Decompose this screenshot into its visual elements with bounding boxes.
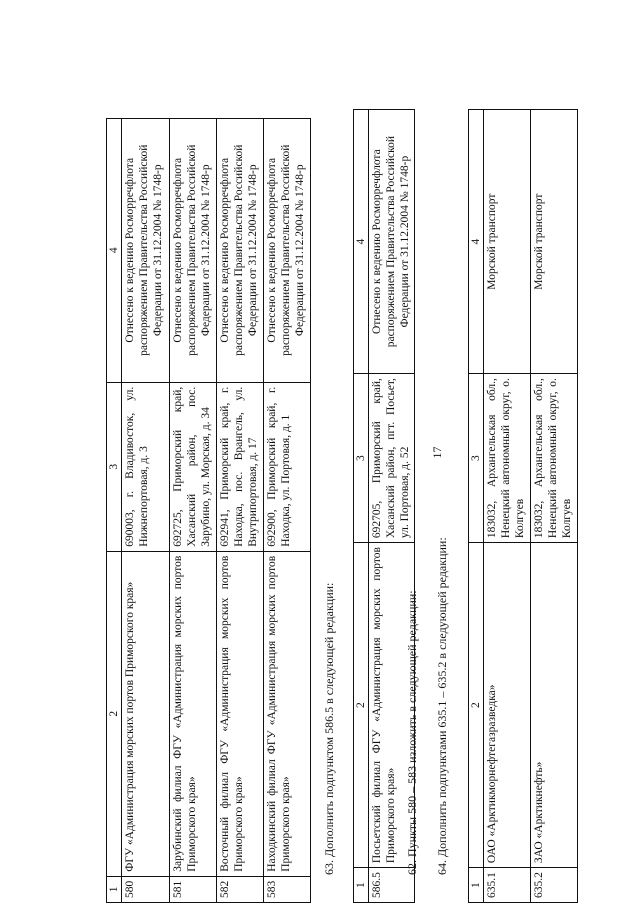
row-number: 586.5 bbox=[369, 868, 415, 903]
row-number: 580 bbox=[122, 876, 170, 902]
jurisdiction-note: Отнесено к ведению Росморречфлота распоряжением Правительства Российской Федерации от 31.12.2004 № 1748-р bbox=[170, 118, 217, 382]
organization-address: 692705, Приморский край, Хасанский район, пгт. Посьет, ул. Портовая, д. 52 bbox=[369, 374, 415, 543]
organization-address: 690003, г. Владивосток, ул. Нижнепортовая, д. 3 bbox=[122, 382, 170, 551]
table-header-row bbox=[469, 110, 484, 903]
column-header-3: 3 bbox=[107, 382, 122, 551]
section-62-heading: 62. Пункты 580 – 583 изложить в следующей редакции: bbox=[405, 590, 419, 875]
column-header-2: 2 bbox=[107, 551, 122, 876]
table-row-635-2 bbox=[531, 110, 578, 903]
jurisdiction-note: Отнесено к ведению Росморречфлота распоряжением Правительства Российской Федерации от 31.12.2004 № 1748-р bbox=[369, 110, 415, 374]
column-header-1: 1 bbox=[107, 876, 122, 902]
organization-name: Восточный филиал ФГУ «Администрация морских портов Приморского края» bbox=[217, 551, 264, 876]
jurisdiction-note: Морской транспорт bbox=[531, 110, 578, 374]
table-row-635-1 bbox=[484, 110, 531, 903]
organization-name: ОАО «Арктикморнефтегазразведка» bbox=[484, 543, 531, 868]
organization-name: Посьетский филиал ФГУ «Администрация морских портов Приморского края» bbox=[369, 543, 415, 868]
row-number: 581 bbox=[170, 876, 217, 902]
organization-name: ЗАО «Арктикнефть» bbox=[531, 543, 578, 868]
row-number: 582 bbox=[217, 876, 264, 902]
jurisdiction-note: Отнесено к ведению Росморречфлота распоряжением Правительства Российской Федерации от 31.12.2004 № 1748-р bbox=[264, 118, 311, 382]
organization-name: ФГУ «Администрация морских портов Приморского края» bbox=[122, 551, 170, 876]
section-64-heading: 64. Дополнить подпунктами 635.1 – 635.2 в следующей редакции: bbox=[435, 537, 449, 875]
organization-address: 692941, Приморский край, г. Находка, пос. Врангель, ул. Внутрипортовая, д. 17 bbox=[217, 382, 264, 551]
jurisdiction-note: Отнесено к ведению Росморречфлота распоряжением Правительства Российской Федерации от 31.12.2004 № 1748-р bbox=[122, 118, 170, 382]
row-number: 635.2 bbox=[531, 868, 578, 903]
section-63-heading: 63. Дополнить подпунктом 586.5 в следующей редакции: bbox=[322, 582, 336, 875]
row-number: 635.1 bbox=[484, 868, 531, 903]
table-row-582 bbox=[217, 118, 264, 902]
table-row-581 bbox=[170, 118, 217, 902]
organization-address: 183032, Архангельская обл., Ненецкий автономный округ, о. Колгуев bbox=[484, 374, 531, 543]
table-row-580 bbox=[122, 118, 170, 902]
jurisdiction-note: Морской транспорт bbox=[484, 110, 531, 374]
table-row-586-5 bbox=[369, 110, 415, 903]
table-section-64 bbox=[468, 109, 578, 903]
organization-address: 183032, Архангельская обл., Ненецкий автономный округ, о. Колгуев bbox=[531, 374, 578, 543]
column-header-1: 1 bbox=[354, 868, 369, 903]
organization-address: 692725, Приморский край, Хасанский район, пос. Зарубино, ул. Морская, д. 34 bbox=[170, 382, 217, 551]
column-header-4: 4 bbox=[354, 110, 369, 374]
jurisdiction-note: Отнесено к ведению Росморречфлота распоряжением Правительства Российской Федерации от 31.12.2004 № 1748-р bbox=[217, 118, 264, 382]
column-header-2: 2 bbox=[354, 543, 369, 868]
table-section-63 bbox=[353, 109, 415, 903]
table-header-row bbox=[354, 110, 369, 903]
table-row-583 bbox=[264, 118, 311, 902]
column-header-2: 2 bbox=[469, 543, 484, 868]
column-header-3: 3 bbox=[354, 374, 369, 543]
column-header-1: 1 bbox=[469, 868, 484, 903]
organization-name: Находкинский филиал ФГУ «Администрация морских портов Приморского края» bbox=[264, 551, 311, 876]
column-header-4: 4 bbox=[469, 110, 484, 374]
column-header-4: 4 bbox=[107, 118, 122, 382]
organization-name: Зарубинский филиал ФГУ «Администрация морских портов Приморского края» bbox=[170, 551, 217, 876]
row-number: 583 bbox=[264, 876, 311, 902]
table-header-row bbox=[107, 118, 122, 902]
column-header-3: 3 bbox=[469, 374, 484, 543]
organization-address: 692900, Приморский край, г. Находка, ул. Портовая, д. 1 bbox=[264, 382, 311, 551]
table-section-62 bbox=[106, 118, 311, 903]
page-number: 17 bbox=[430, 446, 444, 459]
